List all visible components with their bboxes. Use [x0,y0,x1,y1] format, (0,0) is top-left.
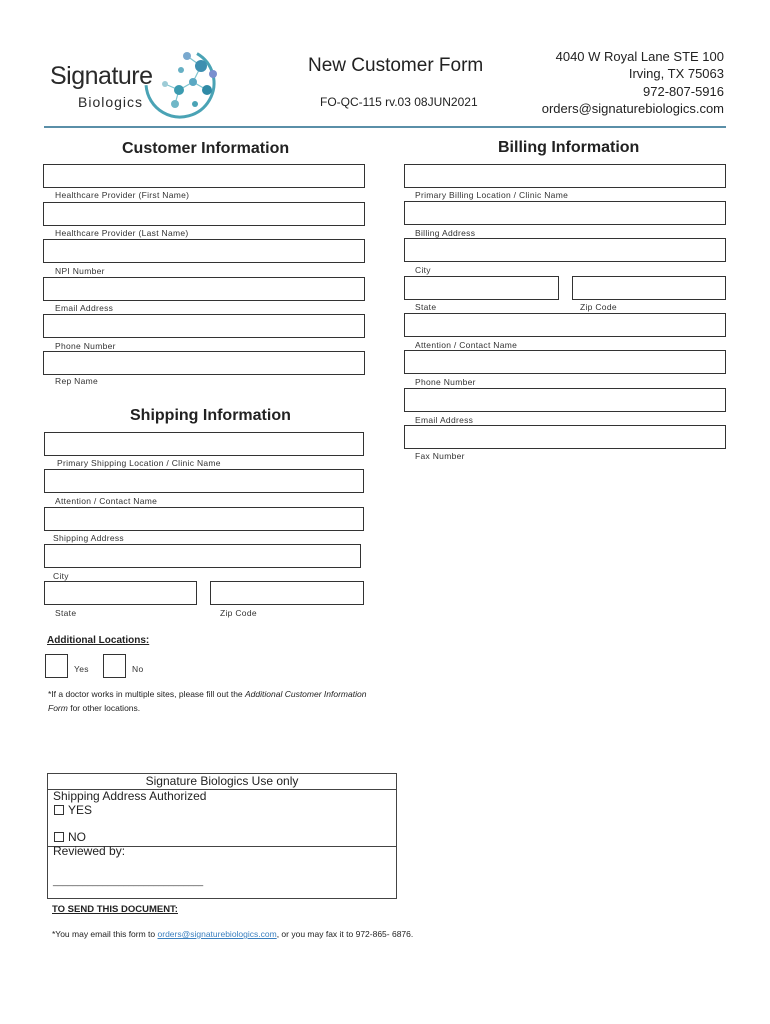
billing-email-field[interactable] [404,388,726,412]
shipping-city-label: City [53,571,69,581]
customer-phone-field[interactable] [43,314,365,338]
form-code: FO-QC-115 rv.03 08JUN2021 [320,95,478,109]
send-text-prefix: *You may email this form to [52,929,158,939]
last-name-label: Healthcare Provider (Last Name) [55,228,189,238]
shipping-address-label: Shipping Address [53,533,124,543]
billing-zip-field[interactable] [572,276,726,300]
shipping-state-field[interactable] [44,581,197,605]
billing-address-field[interactable] [404,201,726,225]
authorized-yes-label: YES [68,803,93,817]
company-phone: 972-807-5916 [643,84,724,99]
first-name-field[interactable] [43,164,365,188]
customer-phone-label: Phone Number [55,341,116,351]
billing-location-field[interactable] [404,164,726,188]
customer-email-label: Email Address [55,303,114,313]
authorization-row [48,789,396,847]
reviewed-by-label: Reviewed by: [53,844,126,858]
customer-section-title: Customer Information [122,140,290,157]
billing-attention-label: Attention / Contact Name [415,340,518,350]
shipping-location-field[interactable] [44,432,364,456]
reviewed-signature-line[interactable]: ______________________________ [53,876,204,886]
shipping-location-label: Primary Shipping Location / Clinic Name [57,458,221,468]
send-instructions [52,929,413,939]
additional-no-label: No [132,664,144,674]
billing-location-label: Primary Billing Location / Clinic Name [415,190,569,200]
billing-state-field[interactable] [404,276,559,300]
internal-use-title: Signature Biologics Use only [48,774,396,790]
additional-note-suffix: for other locations. [67,703,141,713]
last-name-field[interactable] [43,202,365,226]
authorized-yes-checkbox[interactable] [54,805,64,815]
company-address-line2: Irving, TX 75063 [628,66,724,81]
form-title: New Customer Form [308,55,484,76]
billing-attention-field[interactable] [404,313,726,337]
shipping-zip-label: Zip Code [220,608,257,618]
additional-yes-checkbox[interactable] [45,654,68,678]
authorized-no-label: NO [68,830,86,844]
shipping-attention-field[interactable] [44,469,364,493]
shipping-zip-field[interactable] [210,581,364,605]
company-email: orders@signaturebiologics.com [541,101,724,116]
logo [50,44,222,122]
npi-field[interactable] [43,239,365,263]
additional-yes-label: Yes [74,664,89,674]
rep-name-label: Rep Name [55,376,99,386]
logo-sub: Biologics [78,94,144,110]
billing-state-label: State [415,302,437,312]
billing-fax-label: Fax Number [415,451,465,461]
header-divider [44,126,726,128]
billing-phone-label: Phone Number [415,377,476,387]
orders-email-link[interactable]: orders@signaturebiologics.com [157,929,277,939]
authorized-no-checkbox[interactable] [54,832,64,842]
additional-no-checkbox[interactable] [103,654,126,678]
additional-form-name: Additional Customer Information Form [48,689,367,713]
billing-fax-field[interactable] [404,425,726,449]
send-heading: TO SEND THIS DOCUMENT: [52,904,178,915]
billing-phone-field[interactable] [404,350,726,374]
shipping-address-field[interactable] [44,507,364,531]
shipping-city-field[interactable] [44,544,361,568]
billing-zip-label: Zip Code [580,302,617,312]
additional-note-prefix: *If a doctor works in multiple sites, please fill out the [48,689,246,699]
shipping-attention-label: Attention / Contact Name [55,496,158,506]
send-text-suffix: , or you may fax it to 972-865- 6876. [276,929,414,939]
authorized-label: Shipping Address Authorized [53,789,207,803]
rep-name-field[interactable] [43,351,365,375]
billing-city-field[interactable] [404,238,726,262]
billing-email-label: Email Address [415,415,474,425]
customer-email-field[interactable] [43,277,365,301]
billing-section-title: Billing Information [498,139,640,156]
billing-address-label: Billing Address [415,228,476,238]
npi-label: NPI Number [55,266,105,276]
shipping-section-title: Shipping Information [130,407,291,424]
first-name-label: Healthcare Provider (First Name) [55,190,190,200]
internal-use-table [47,773,397,899]
billing-city-label: City [415,265,431,275]
additional-locations-title: Additional Locations: [47,635,150,646]
shipping-state-label: State [55,608,77,618]
company-address-line1: 4040 W Royal Lane STE 100 [555,49,724,64]
logo-name: Signature [50,62,153,90]
additional-note [48,687,368,715]
